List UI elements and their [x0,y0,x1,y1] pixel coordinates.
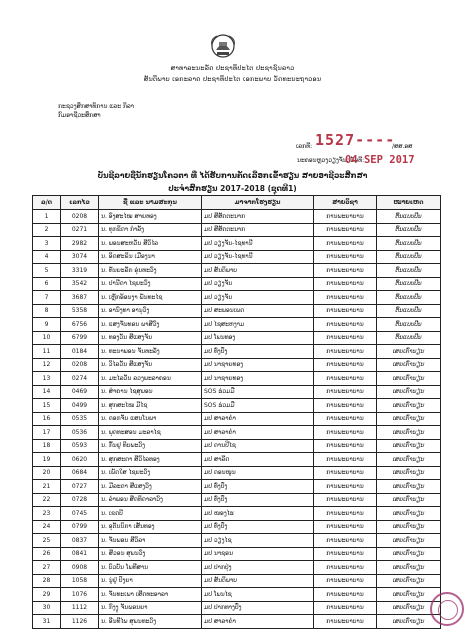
cell-note: ຕົ້ນແບບປີນ [377,304,441,318]
cell-note: ເສຍເກົ່ານຽນ [377,426,441,440]
cell-school: SOS ຮ່ວມມື [202,385,314,399]
cell-note: ເສຍເກົ່ານຽນ [377,399,441,413]
cell-id: 2982 [61,237,99,251]
cell-id: 1076 [61,588,99,602]
cell-id: 0535 [61,412,99,426]
table-row [33,547,441,561]
cell-branch: ການພະຍາບານ [314,493,377,507]
column-header-school: ມາຈາກໂຮງຮຽນ [202,196,314,210]
cell-id: 0208 [61,358,99,372]
cell-id: 0271 [61,223,99,237]
cell-school: ມປ ດອນໜູນ [202,466,314,480]
cell-name: ນ. ອຸຕັນນິກາ ເສັ້ນທອງ [99,520,202,534]
cell-name: ນ. ທຸກຂິດາ ກຳລັງ [99,223,202,237]
cell-note: ເສຍເກົ່ານຽນ [377,615,441,629]
cell-id: 0727 [61,480,99,494]
cell-note: ເສຍເກົ່ານຽນ [377,358,441,372]
table-row [33,412,441,426]
table-row [33,385,441,399]
cell-name: ນ. ກົງງູ ຈັນພອນຍາ [99,601,202,615]
cell-name: ນ. ອົງສະໄໝ ສາຍທອງ [99,210,202,224]
reference-label: ເລກທີ: [296,143,313,150]
cell-name: ນ. ສຸກສະດາ ສີວິໄລທອງ [99,453,202,467]
cell-school: ມປ ໄຊສະຫງາມ [202,318,314,332]
document-title: ບັນຊີລາຍຊື່ນັກຮຽນໂຄວຕາ ທີ່ ໄດ້ຮັບການຄັດເລືອກເຂົ້າຮຽນ ສາຍອາຊີວະສຶກສາ [97,171,368,180]
cell-school: ມປ ວຽງຈັນ-ໄຊທານີ [202,250,314,264]
cell-school: ມປ ສະພອນເພດ [202,304,314,318]
cell-id: 0908 [61,561,99,575]
table-row [33,615,441,629]
cell-note: ຕົ້ນແບບປີນ [377,264,441,278]
cell-id: 0208 [61,210,99,224]
column-header-note: ໝາຍເຫດ [377,196,441,210]
table-row [33,439,441,453]
cell-branch: ການພະຍາບານ [314,250,377,264]
cell-name: ນ. ດອກຈັນ ແສນໂນພາ [99,412,202,426]
cell-branch: ການພະຍາບານ [314,480,377,494]
cell-branch: ການພະຍາບານ [314,304,377,318]
cell-note: ເສຍເກົ່ານຽນ [377,385,441,399]
cell-school: ມປ ໂພນທອງ [202,331,314,345]
cell-no: 8 [33,304,61,318]
table-row [33,304,441,318]
cell-branch: ການພະຍາບານ [314,439,377,453]
cell-name: ນ. ກົ້ນຢູ ທິບພະວົງ [99,439,202,453]
cell-no: 16 [33,412,61,426]
cell-no: 20 [33,466,61,480]
cell-no: 4 [33,250,61,264]
cell-note: ຕົ້ນແບບປີນ [377,210,441,224]
cell-school: ມປ ທົ່ງປົ່ງ [202,345,314,359]
cell-branch: ການພະຍາບານ [314,358,377,372]
cell-branch: ການພະຍາບານ [314,318,377,332]
cell-school: ມປ ສັນຕິພາບ [202,264,314,278]
cell-branch: ການພະຍາບານ [314,412,377,426]
cell-id: 1112 [61,601,99,615]
cell-no: 21 [33,480,61,494]
cell-id: 0745 [61,507,99,521]
table-row [33,588,441,602]
cell-school: ມປ ທົ່ງປົ່ງ [202,480,314,494]
cell-school: ມປ ສີສັດຕະນາກ [202,210,314,224]
cell-name: ນ. ສີວອນ ສຸພນວົງ [99,547,202,561]
cell-branch: ການພະຍາບານ [314,399,377,413]
cell-school: ມປ ສາລີດ [202,453,314,467]
table-row [33,466,441,480]
cell-name: ນ. ລຳພອນ ສີດທິດາລາວົງ [99,493,202,507]
cell-no: 19 [33,453,61,467]
cell-name: ນ. ສຳຄານ ໄຊສຸພອນ [99,385,202,399]
cell-name: ນ. ອິດສະຣິນ ເມືອງນາ [99,250,202,264]
cell-note: ເສຍເກົ່ານຽນ [377,507,441,521]
date-stamp: 04 SEP 2017 [345,154,415,166]
cell-no: 12 [33,358,61,372]
table-row [33,480,441,494]
cell-branch: ການພະຍາບານ [314,331,377,345]
cell-name: ນ. ທັນຍະລັກ ອຸ່ນທະວົງ [99,264,202,278]
table-row [33,210,441,224]
cell-note: ເສຍເກົ່ານຽນ [377,439,441,453]
table-body [33,210,441,629]
cell-note: ເສຍເກົ່ານຽນ [377,480,441,494]
cell-note: ເສຍເກົ່ານຽນ [377,372,441,386]
reference-suffix: /ສສ.ອສ [392,143,413,150]
cell-school: ມປ ນາຊາຍທອງ [202,358,314,372]
cell-id: 0837 [61,534,99,548]
cell-no: 14 [33,385,61,399]
table-row [33,493,441,507]
cell-name: ນ. ທອງວັນ ສີແສງຈັນ [99,331,202,345]
cell-note: ເສຍເກົ່ານຽນ [377,453,441,467]
cell-note: ເສຍເກົ່ານຽນ [377,466,441,480]
cell-school: ມປ ສາລາຄຳ [202,426,314,440]
cell-school: ມປ ທົ່ງປົ່ງ [202,520,314,534]
cell-school: ມປ ສາລາຄຳ [202,615,314,629]
table-header-row [33,196,441,210]
cell-name: ນ. ອານົງທາ ອານຸວົງ [99,304,202,318]
cell-school: ມປ ປາກປຸ່ງ [202,561,314,575]
cell-name: ນ. ເຂດບີ [99,507,202,521]
cell-branch: ການພະຍາບານ [314,453,377,467]
cell-note: ເສຍເກົ່ານຽນ [377,574,441,588]
table-row [33,250,441,264]
cell-no: 2 [33,223,61,237]
cell-no: 28 [33,574,61,588]
place-date-label: ນະຄອນຫຼວງວຽງຈັນ, ວັນທີ: [297,157,365,164]
cell-no: 11 [33,345,61,359]
cell-no: 27 [33,561,61,575]
table-row [33,372,441,386]
cell-no: 15 [33,399,61,413]
cell-name: ນ. ວິໄລວັນ ສີແສງຈັນ [99,358,202,372]
cell-id: 0620 [61,453,99,467]
table-row [33,453,441,467]
cell-no: 3 [33,237,61,251]
table-row [33,399,441,413]
cell-branch: ການພະຍາບານ [314,210,377,224]
cell-id: 0841 [61,547,99,561]
cell-note: ເສຍເກົ່ານຽນ [377,520,441,534]
cell-branch: ການພະຍາບານ [314,507,377,521]
cell-no: 24 [33,520,61,534]
cell-branch: ການພະຍາບານ [314,520,377,534]
cell-no: 17 [33,426,61,440]
cell-note: ຕົ້ນແບບປີນ [377,223,441,237]
cell-no: 31 [33,615,61,629]
cell-school: ມປ ດານປີໄຊ [202,439,314,453]
cell-school: ມປ ວຽງຈັນ [202,291,314,305]
cell-id: 0499 [61,399,99,413]
cell-branch: ການພະຍາບານ [314,291,377,305]
cell-name: ນ. ອີນທີໄພ ສຸພນທະວົງ [99,615,202,629]
cell-branch: ການພະຍາບານ [314,264,377,278]
cell-branch: ການພະຍາບານ [314,534,377,548]
cell-note: ເສຍເກົ່ານຽນ [377,534,441,548]
column-header-branch: ສາຍວິຊາ [314,196,377,210]
cell-name: ນ. ນູ່ຢູ່ ປົງຍາ [99,574,202,588]
cell-branch: ການພະຍາບານ [314,223,377,237]
cell-branch: ການພະຍາບານ [314,601,377,615]
table-row [33,601,441,615]
table-row [33,331,441,345]
cell-note: ເສຍເກົ່ານຽນ [377,588,441,602]
cell-branch: ການພະຍາບານ [314,588,377,602]
cell-no: 30 [33,601,61,615]
cell-name: ນ. ທະນາພອນ ຈັນທະລັງ [99,345,202,359]
country-header: ສາທາລະນະລັດ ປະຊາທິປະໄຕ ປະຊາຊົນລາວ [170,64,295,72]
cell-school: ມປ ວຽງຈັນ-ໄຊທານີ [202,237,314,251]
cell-note: ຕົ້ນແບບປີນ [377,318,441,332]
cell-branch: ການພະຍາບານ [314,574,377,588]
cell-id: 0184 [61,345,99,359]
cell-no: 23 [33,507,61,521]
cell-id: 5358 [61,304,99,318]
cell-branch: ການພະຍາບານ [314,466,377,480]
cell-note: ເສຍເກົ່ານຽນ [377,547,441,561]
table-row [33,345,441,359]
cell-id: 3687 [61,291,99,305]
cell-name: ນ. ແສງຈັນທອນ ພາສີວົງ [99,318,202,332]
cell-no: 7 [33,291,61,305]
table-row [33,507,441,521]
cell-id: 0728 [61,493,99,507]
cell-id: 0274 [61,372,99,386]
cell-note: ເສຍເກົ່ານຽນ [377,561,441,575]
cell-name: ນ. ຈັນພອນ ສີວິລາ [99,534,202,548]
table-row [33,534,441,548]
cell-name: ນ. ປານີດາ ໄຊຍະວົງ [99,277,202,291]
cell-no: 1 [33,210,61,224]
cell-id: 1058 [61,574,99,588]
cell-school: ມປ ສັນຕິພາບ [202,574,314,588]
cell-note: ຕົ້ນແບບປີນ [377,331,441,345]
column-header-id: ເລກໄວ [61,196,99,210]
column-header-name: ຊື່ ແລະ ນາມສະກຸນ [99,196,202,210]
table-row [33,237,441,251]
official-seal-stamp [430,592,464,626]
cell-name: ນ. ບົວບັນ ໂພທີສານ [99,561,202,575]
cell-id: 0593 [61,439,99,453]
table-row [33,291,441,305]
table-row [33,358,441,372]
cell-id: 0684 [61,466,99,480]
cell-id: 3319 [61,264,99,278]
student-list-table [32,195,441,629]
cell-note: ເສຍເກົ່ານຽນ [377,601,441,615]
cell-no: 18 [33,439,61,453]
cell-id: 0469 [61,385,99,399]
cell-school: ມປ ນາຊາຍທອງ [202,372,314,386]
cell-branch: ການພະຍາບານ [314,547,377,561]
department-name: ກົມອາຊີວະສຶກສາ [58,112,101,119]
cell-name: ນ. ມີລະດາ ສີແສງວົງ [99,480,202,494]
cell-id: 3542 [61,277,99,291]
cell-id: 0799 [61,520,99,534]
cell-no: 9 [33,318,61,332]
cell-branch: ການພະຍາບານ [314,426,377,440]
cell-no: 13 [33,372,61,386]
ministry-name: ກະຊວງສຶກສາທິການ ແລະ ກິລາ [58,103,135,110]
cell-school: SOS ຮ່ວມມື [202,399,314,413]
cell-school: ມປ ວຽງຈັນ [202,277,314,291]
cell-note: ເສຍເກົ່ານຽນ [377,412,441,426]
cell-note: ເສຍເກົ່ານຽນ [377,345,441,359]
cell-note: ຕົ້ນແບບປີນ [377,291,441,305]
cell-name: ນ. ພຸດທະສອນ ມະລາໄຊ [99,426,202,440]
column-header-no: ລ/ດ [33,196,61,210]
cell-branch: ການພະຍາບານ [314,237,377,251]
cell-id: 0536 [61,426,99,440]
table-row [33,520,441,534]
cell-name: ນ. ມະໄລວັນ ລວງພະລາຄອນ [99,372,202,386]
cell-no: 5 [33,264,61,278]
cell-school: ມປ ນາຊອນ [202,547,314,561]
table-row [33,264,441,278]
cell-no: 29 [33,588,61,602]
cell-school: ມປ ວຽງໄຊ [202,534,314,548]
cell-name: ນ. ພອນສະຫວັນ ສີວິໄລ [99,237,202,251]
cell-no: 6 [33,277,61,291]
cell-id: 6756 [61,318,99,332]
cell-branch: ການພະຍາບານ [314,615,377,629]
national-motto: ສັນຕິພາບ ເອກະລາດ ປະຊາທິປະໄຕ ເອກະພາບ ວັດທະນະຖາວອນ [143,75,322,83]
cell-school: ມປ ໜອງໄຮ [202,507,314,521]
cell-no: 10 [33,331,61,345]
cell-name: ນ. ຈັນທະເພາ ເສີດທະອາລາ [99,588,202,602]
cell-id: 1126 [61,615,99,629]
document-subtitle: ປະຈຳສົກຮຽນ 2017-2018 (ຊຸດທີ1) [168,184,297,193]
cell-note: ຕົ້ນແບບປີນ [377,237,441,251]
cell-school: ມປ ສີສັດຕະນາກ [202,223,314,237]
cell-note: ຕົ້ນແບບປີນ [377,277,441,291]
table-row [33,223,441,237]
cell-id: 3074 [61,250,99,264]
cell-no: 25 [33,534,61,548]
table-row [33,574,441,588]
cell-note: ຕົ້ນແບບປີນ [377,250,441,264]
table-row [33,318,441,332]
cell-school: ມປ ປາກທາງປົ່ງ [202,601,314,615]
cell-branch: ການພະຍາບານ [314,385,377,399]
table-row [33,561,441,575]
cell-branch: ການພະຍາບານ [314,345,377,359]
cell-school: ມປ ສາລາຄຳ [202,412,314,426]
cell-school: ມປ ໂພນໄຊ [202,588,314,602]
cell-name: ນ. ເພັດໃສ ໄຊຍະວົງ [99,466,202,480]
table-row [33,426,441,440]
cell-branch: ການພະຍາບານ [314,561,377,575]
cell-name: ນ. ສຸກສະໄໝ ມີໄຊ [99,399,202,413]
cell-name: ນ. ເຫຼັກອ້ອນງາ ພັນທະໄຊ [99,291,202,305]
cell-note: ເສຍເກົ່ານຽນ [377,493,441,507]
cell-school: ມປ ທົ່ງປົ່ງ [202,493,314,507]
cell-no: 26 [33,547,61,561]
cell-branch: ການພະຍາບານ [314,277,377,291]
reference-number-stamp: 1527---- [315,131,396,149]
cell-id: 6799 [61,331,99,345]
table-row [33,277,441,291]
cell-branch: ການພະຍາບານ [314,372,377,386]
national-emblem-icon [208,33,238,59]
cell-no: 22 [33,493,61,507]
